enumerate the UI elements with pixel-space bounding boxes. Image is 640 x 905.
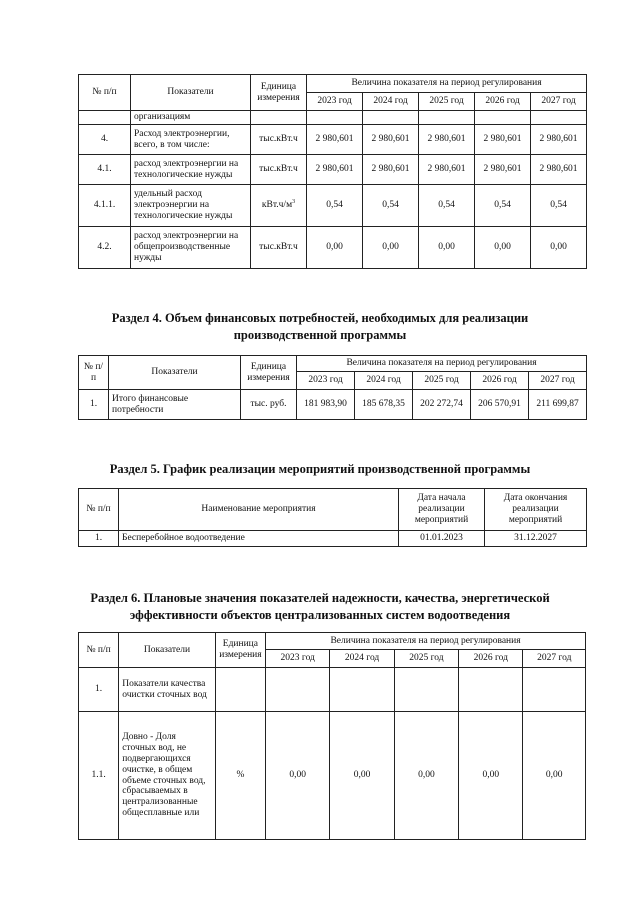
header-period: Величина показателя на период регулирования [297, 356, 587, 372]
table-row [79, 531, 587, 547]
row-value: 0,00 [531, 227, 587, 269]
table-row [79, 227, 587, 269]
table-row [79, 390, 587, 420]
row-indicator: Итого финансовые потребности [109, 390, 241, 420]
header-year: 2024 год [363, 93, 419, 111]
row-value: 0,00 [523, 712, 586, 840]
section4-title-line2: производственной программы [233, 327, 407, 342]
header-period: Величина показателя на период регулирования [307, 75, 587, 93]
row-indicator: Расход электроэнергии, всего, в том числе: [131, 125, 251, 155]
header-year: 2027 год [529, 372, 587, 390]
header-start-date: Дата начала реализации мероприятий [399, 489, 485, 531]
row-value [523, 668, 586, 712]
header-year: 2027 год [531, 93, 587, 111]
unit-superscript: 3 [292, 199, 296, 206]
row-num: 4.1.1. [79, 185, 131, 227]
row-value: 0,54 [307, 185, 363, 227]
row-unit: тыс.кВт.ч [251, 227, 307, 269]
row-value: 0,00 [459, 712, 523, 840]
row-value: 0,54 [363, 185, 419, 227]
row-num: 1. [79, 668, 119, 712]
row-num: 4. [79, 125, 131, 155]
row-value [459, 668, 523, 712]
row-value: 0,54 [475, 185, 531, 227]
section4-title-line1: Раздел 4. Объем финансовых потребностей, необходимых для реализации [111, 311, 529, 325]
header-year: 2025 год [419, 93, 475, 111]
row-value: 206 570,91 [471, 390, 529, 420]
header-unit: Единица измерения [251, 75, 307, 111]
row-num: 1. [79, 531, 119, 547]
header-year: 2024 год [330, 650, 394, 668]
header-year: 2023 год [307, 93, 363, 111]
row-indicator: удельный расход электроэнергии на технологические нужды [131, 185, 251, 227]
header-year: 2023 год [297, 372, 355, 390]
row-value [394, 668, 458, 712]
row-indicator: Показатели качества очистки сточных вод [119, 668, 216, 712]
header-end-date: Дата окончания реализации мероприятий [485, 489, 587, 531]
header-year: 2026 год [475, 93, 531, 111]
row-value: 2 980,601 [531, 125, 587, 155]
row-value: 0,54 [419, 185, 475, 227]
header-indicator: Показатели [119, 633, 216, 668]
table-row [79, 712, 586, 840]
row-value: 185 678,35 [355, 390, 413, 420]
financial-needs-table [78, 355, 587, 420]
row-value: 2 980,601 [307, 125, 363, 155]
header-num: № п/п [79, 489, 119, 531]
row-unit [215, 668, 265, 712]
row-indicator: расход электроэнергии на общепроизводственные нужды [131, 227, 251, 269]
header-event-name: Наименование мероприятия [119, 489, 399, 531]
header-year: 2027 год [523, 650, 586, 668]
row-indicator: организациям [131, 111, 251, 125]
row-value: 2 980,601 [363, 125, 419, 155]
section4-title [0, 310, 640, 344]
row-indicator: Довно - Доля сточных вод, не подвергающихся очистке, в общем объеме сточных вод, сбрасываемых в централизованные общесплавные или [119, 712, 216, 840]
row-value: 2 980,601 [307, 155, 363, 185]
row-value: 202 272,74 [413, 390, 471, 420]
header-unit: Единица измерения [241, 356, 297, 390]
row-value: 0,00 [307, 227, 363, 269]
section5-title-text: Раздел 5. График реализации мероприятий производственной программы [109, 462, 531, 476]
row-value: 0,00 [330, 712, 394, 840]
section6-title [0, 590, 640, 624]
indicators-table-continued [78, 74, 587, 269]
row-value: 2 980,601 [363, 155, 419, 185]
row-num: 1. [79, 390, 109, 420]
header-num: № п/п [79, 75, 131, 111]
row-unit: % [215, 712, 265, 840]
row-unit: тыс. руб. [241, 390, 297, 420]
row-start-date: 01.01.2023 [399, 531, 485, 547]
section6-title-line2: эффективности объектов централизованных систем водоотведения [129, 607, 511, 622]
row-end-date: 31.12.2027 [485, 531, 587, 547]
header-year: 2025 год [413, 372, 471, 390]
row-value [266, 668, 330, 712]
table-row [79, 111, 587, 125]
header-num: № п/п [79, 356, 109, 390]
row-value: 0,00 [394, 712, 458, 840]
row-value: 2 980,601 [531, 155, 587, 185]
row-value: 2 980,601 [475, 155, 531, 185]
row-value: 181 983,90 [297, 390, 355, 420]
unit-text: кВт.ч/м [261, 200, 293, 211]
row-value: 2 980,601 [419, 155, 475, 185]
row-num: 4.1. [79, 155, 131, 185]
table-row [79, 125, 587, 155]
row-event-name: Бесперебойное водоотведение [119, 531, 399, 547]
row-num: 4.2. [79, 227, 131, 269]
header-period: Величина показателя на период регулирования [266, 633, 586, 650]
row-value: 0,00 [419, 227, 475, 269]
header-year: 2026 год [459, 650, 523, 668]
section6-title-line1: Раздел 6. Плановые значения показателей надежности, качества, энергетической [90, 591, 550, 605]
row-unit [251, 185, 307, 227]
row-value: 0,00 [266, 712, 330, 840]
row-unit: тыс.кВт.ч [251, 155, 307, 185]
reliability-table [78, 632, 586, 840]
header-indicator: Показатели [131, 75, 251, 111]
header-indicator: Показатели [109, 356, 241, 390]
header-year: 2025 год [394, 650, 458, 668]
row-indicator: расход электроэнергии на технологические нужды [131, 155, 251, 185]
table-row [79, 185, 587, 227]
schedule-table [78, 488, 587, 547]
row-value: 211 699,87 [529, 390, 587, 420]
row-value: 2 980,601 [475, 125, 531, 155]
header-year: 2023 год [266, 650, 330, 668]
header-year: 2024 год [355, 372, 413, 390]
row-value: 0,54 [531, 185, 587, 227]
row-unit: тыс.кВт.ч [251, 125, 307, 155]
header-num: № п/п [79, 633, 119, 668]
section5-title [0, 461, 640, 478]
header-year: 2026 год [471, 372, 529, 390]
row-num: 1.1. [79, 712, 119, 840]
row-value: 0,00 [363, 227, 419, 269]
table-row [79, 155, 587, 185]
table-row [79, 668, 586, 712]
row-value: 2 980,601 [419, 125, 475, 155]
row-value [330, 668, 394, 712]
row-value: 0,00 [475, 227, 531, 269]
header-unit: Единица измерения [215, 633, 265, 668]
